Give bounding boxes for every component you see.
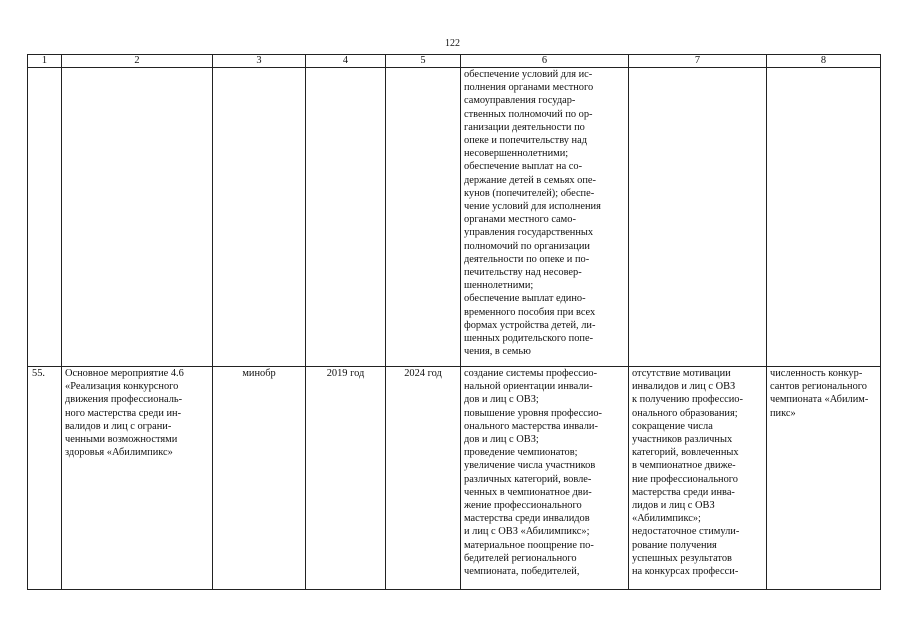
end-year-cell: 2024 год [386, 367, 461, 590]
text-line: дов и лиц с ОВЗ; [464, 434, 539, 446]
text-line: ганизации деятельности по [464, 121, 585, 133]
text-line: печительству над несовер- [464, 267, 582, 279]
text-line: категорий, вовлеченных [632, 447, 739, 459]
header-row [28, 55, 881, 68]
text-line: недостаточное стимули- [632, 526, 740, 538]
text-line: проведение чемпионатов; [464, 447, 578, 459]
text-line: временного пособия при всех [464, 306, 596, 318]
text-line: управления государственных [464, 227, 594, 239]
text-line: чение условий для исполнения [464, 201, 601, 213]
text-line: самоуправления государ- [464, 95, 576, 107]
text-line: мастерства среди инвалидов [464, 513, 590, 525]
header-cell-7: 7 [629, 55, 767, 68]
text-line: повышение уровня профессио- [464, 407, 603, 419]
cell [213, 68, 306, 367]
text-line: органами местного само- [464, 214, 576, 226]
text-line: сокращение числа [632, 420, 713, 432]
text-line: мастерства среди инва- [632, 486, 735, 498]
header-cell-2: 2 [62, 55, 213, 68]
text-line: «Абилимпикс»; [632, 513, 701, 525]
text-line: материальное поощрение по- [464, 539, 594, 551]
text-line: ного мастерства среди ин- [65, 407, 182, 419]
text-line: к получению профессио- [632, 394, 743, 406]
continued-col6-cell [461, 68, 629, 367]
header-cell-3: 3 [213, 55, 306, 68]
indicator-cell [767, 367, 881, 590]
text-line: жение профессионального [464, 500, 582, 512]
text-line: Основное мероприятие 4.6 [65, 368, 184, 379]
text-line: шеннолетними; [464, 280, 534, 292]
table-row-continued [28, 68, 881, 367]
text-line: здоровья «Абилимпикс» [65, 447, 173, 459]
text-line: нальной ориентации инвали- [464, 381, 593, 393]
text-line: инвалидов и лиц с ОВЗ [632, 381, 736, 393]
measure-name-cell [62, 367, 213, 590]
text-line: различных категорий, вовле- [464, 473, 592, 485]
text-line: держание детей в семьях опе- [464, 174, 596, 186]
cell [62, 68, 213, 367]
text-line: создание системы профессио- [464, 368, 598, 379]
expected-result-cell [461, 367, 629, 590]
text-line: ние профессионального [632, 473, 739, 485]
text-line: онального мастерства инвали- [464, 420, 598, 432]
text-line: движения профессиональ- [65, 394, 183, 406]
cell [629, 68, 767, 367]
header-cell-4: 4 [306, 55, 386, 68]
text-line: «Реализация конкурсного [65, 381, 179, 393]
executor-cell: минобр [213, 367, 306, 590]
cell [306, 68, 386, 367]
text-line: успешных результатов [632, 552, 732, 564]
header-cell-5: 5 [386, 55, 461, 68]
text-line: опеке и попечительству над [464, 135, 588, 147]
text-line: чемпионата «Абилим- [770, 394, 869, 406]
header-cell-6: 6 [461, 55, 629, 68]
text-line: валидов и лиц с ограни- [65, 420, 172, 432]
text-line: формах устройства детей, ли- [464, 319, 596, 331]
text-line: увеличение числа участников [464, 460, 596, 472]
text-line: чемпионата, победителей, [464, 566, 580, 578]
text-line: ственных полномочий по ор- [464, 108, 593, 120]
text-line: онального образования; [632, 407, 738, 419]
text-line: кунов (попечителей); обеспе- [464, 187, 595, 199]
consequences-cell [629, 367, 767, 590]
header-cell-1: 1 [28, 55, 62, 68]
text-line: бедителей регионального [464, 552, 577, 564]
text-line: обеспечение выплат едино- [464, 293, 586, 305]
text-line: и лиц с ОВЗ «Абилимпикс»; [464, 526, 590, 538]
text-line: численность конкур- [770, 368, 863, 379]
text-line: обеспечение условий для ис- [464, 69, 593, 80]
text-line: пикс» [770, 407, 796, 419]
text-line: ченных в чемпионатное дви- [464, 486, 592, 498]
text-line: несовершеннолетними; [464, 148, 569, 160]
text-line: лидов и лиц с ОВЗ [632, 500, 715, 512]
text-line: дов и лиц с ОВЗ; [464, 394, 539, 406]
text-line: полнения органами местного [464, 82, 594, 94]
text-line: рование получения [632, 539, 717, 551]
text-line: шенных родительского попе- [464, 333, 594, 345]
text-line: деятельности по опеке и по- [464, 253, 590, 265]
document-table [27, 54, 881, 590]
text-line: сантов регионального [770, 381, 867, 393]
header-cell-8: 8 [767, 55, 881, 68]
start-year-cell: 2019 год [306, 367, 386, 590]
row-number: 55. [28, 367, 62, 590]
table-row-55 [28, 367, 881, 590]
page-number: 122 [445, 38, 460, 49]
text-line: ченными возможностями [65, 434, 178, 446]
text-line: участников различных [632, 434, 733, 446]
text-line: обеспечение выплат на со- [464, 161, 583, 173]
text-line: в чемпионатное движе- [632, 460, 736, 472]
text-line: чения, в семью [464, 346, 531, 358]
text-line: на конкурсах професси- [632, 566, 739, 578]
cell [386, 68, 461, 367]
cell [767, 68, 881, 367]
text-line: отсутствие мотивации [632, 368, 731, 379]
text-line: полномочий по организации [464, 240, 590, 252]
cell [28, 68, 62, 367]
